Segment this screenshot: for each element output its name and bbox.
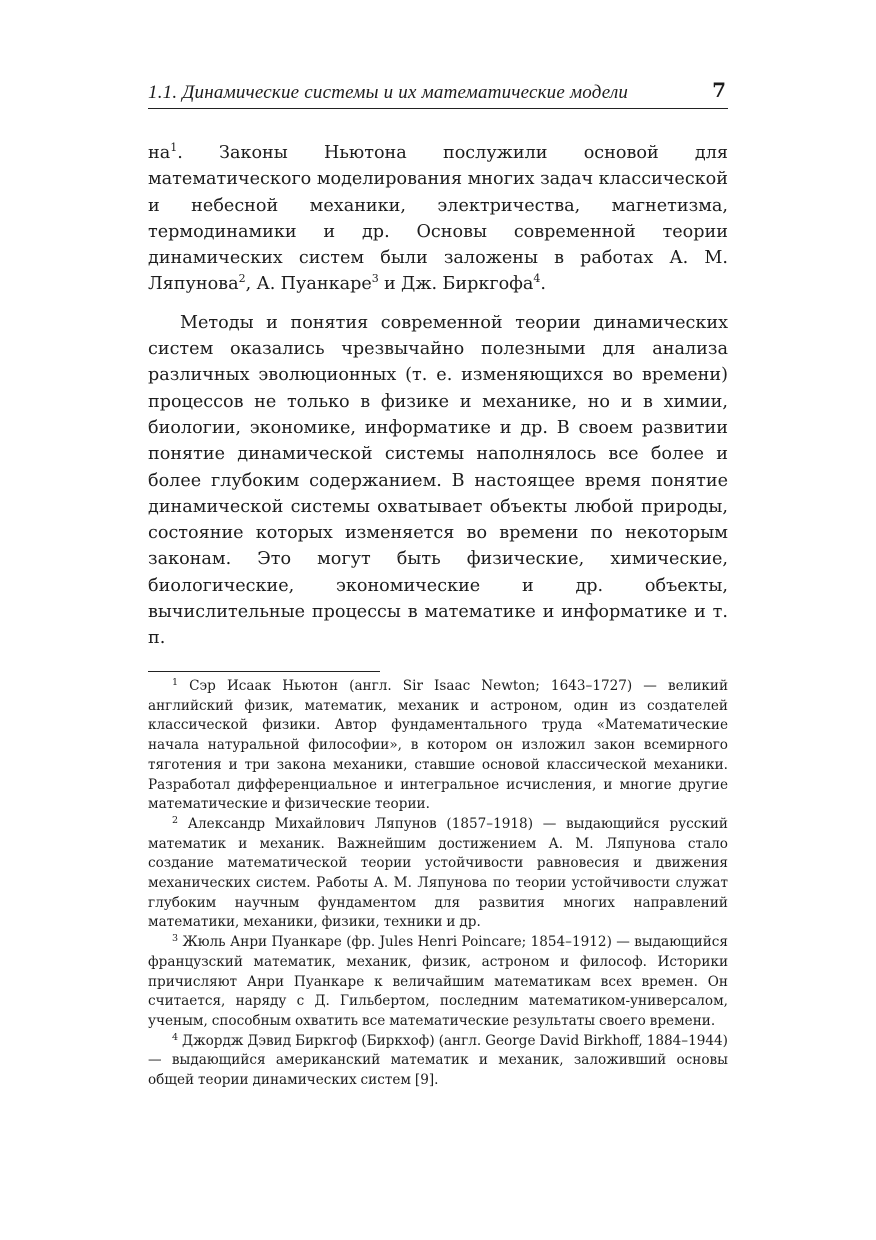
footnote-number: 2 [172, 814, 179, 826]
paragraph-1-text: . [540, 274, 547, 295]
paragraph-2: Методы и понятия современной теории динамических систем оказались чрезвычайно полезными для анализа различных эволюционных (т. е. изменяющихся во времени) процессов не только в физике и механике, но и в химии, биологии, экономике, информатике и др. В своем развитии понятие динамической системы наполнялось все более и более глубоким содержанием. В настоящее время понятие динамической системы охватывает объекты любой природы, состояние которых изменяется во времени по некоторым законам. Это могут быть физические, химические, биологические, экономические и др. объекты, вычислительные процессы в математике и информатике и т. п. [148, 312, 728, 649]
footnote-number: 3 [172, 933, 179, 945]
footnote-text: Джордж Дэвид Биркгоф (Биркхоф) (англ. George David Birkhoff, 1884–1944) — выдающийся американский математик и механик, заложивший основы общей теории динамических систем [9]. [148, 1032, 728, 1089]
footnote-text: Жюль Анри Пуанкаре (фр. Jules Henri Poincare; 1854–1912) — выдающийся французский математик, механик, физик, астроном и философ. Историки причисляют Анри Пуанкаре к величайшим математикам всех времен. Он считается, наряду с Д. Гильбертом, последним математиком-универсалом, ученым, способным охватить все математические результаты своего времени. [148, 934, 728, 1029]
paragraph-1-text: и Дж. Биркгофа [378, 274, 534, 295]
paragraph-1-text: . Законы Ньютона послужили основой для математического моделирования многих задач классической и небесной механики, электричества, магнетизма, термодинамики и др. Основы современной теории динамических систем были заложены в работах А. М. Ляпунова [148, 143, 728, 295]
paragraph-1-text: на [148, 143, 171, 163]
footnote-1 [148, 677, 728, 815]
footnote-3 [148, 933, 728, 1032]
footnote-4 [148, 1032, 728, 1091]
footnote-ref-1[interactable]: 1 [170, 141, 178, 154]
footnote-rule [148, 671, 380, 672]
paragraph-1 [148, 140, 728, 298]
paragraph-1-text: , А. Пуанкаре [245, 274, 372, 295]
running-header [148, 78, 728, 109]
running-title: 1.1. Динамические системы и их математические модели [148, 82, 629, 103]
footnote-ref-2[interactable]: 2 [238, 272, 246, 286]
footnote-ref-4[interactable]: 4 [533, 272, 541, 286]
footnote-ref-3[interactable]: 3 [371, 272, 379, 286]
footnote-number: 4 [172, 1031, 179, 1043]
main-text [148, 140, 728, 652]
footnotes [148, 677, 728, 1091]
footnote-2 [148, 815, 728, 933]
footnote-number: 1 [172, 677, 179, 688]
footnote-text: Сэр Исаак Ньютон (англ. Sir Isaac Newton; 1643–1727) — великий английский физик, математик, механик и астроном, один из создателей классической физики. Автор фундаментального труда «Математические начала натуральной философии», в котором он изложил закон всемирного тяготения и три закона механики, ставшие основой классической механики. Разработал дифференциальное и интегральное исчисления, и многие другие математические и физические теории. [148, 678, 728, 813]
page-number: 7 [712, 78, 726, 102]
footnote-text: Александр Михайлович Ляпунов (1857–1918) — выдающийся русский математик и механик. Важнейшим достижением А. М. Ляпунова стало создание математической теории устойчивости равновесия и движения механических систем. Работы А. М. Ляпунова по теории устойчивости служат глубоким научным фундаментом для развития многих направлений математики, механики, физики, техники и др. [148, 815, 728, 931]
